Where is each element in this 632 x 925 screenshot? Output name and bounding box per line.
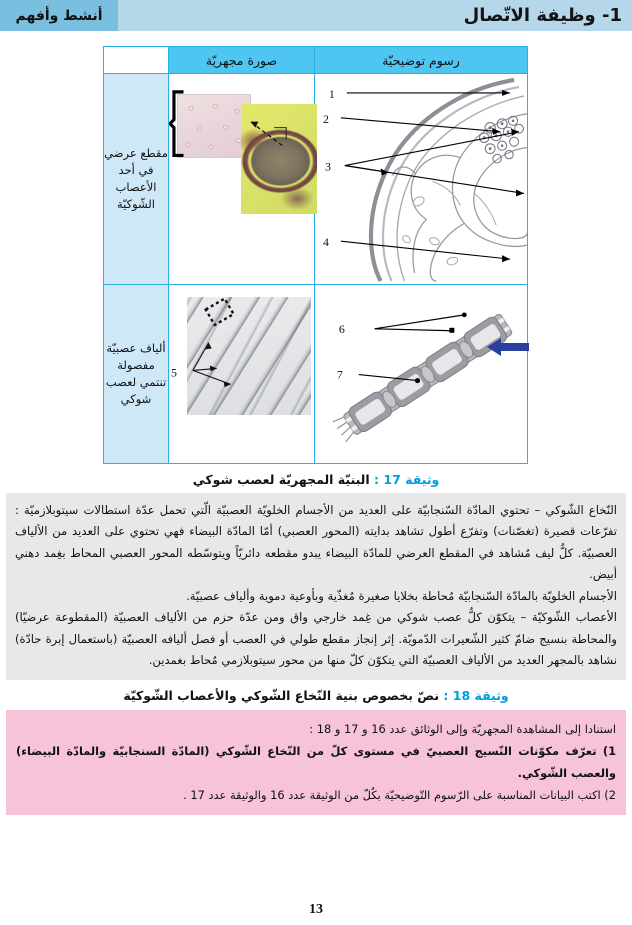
micrograph-nerve-fiber-cell [169,285,315,464]
caption-17-key: وثيقة 17 : [374,472,440,487]
row-label-line: تنتمي لعصب [105,375,167,389]
caption-figure-17 [0,472,632,487]
column-header-micrograph: صورة مجهريّة [169,47,315,74]
row-label-line: الأعصاب [115,180,157,194]
table-header-row [104,47,528,74]
text-paragraph-1: النّخاع الشّوكي – تحتوي المادّة السّنجابيّة على العديد من الأجسام الخلويّة العصبيّة الّتي تحمل عدّة استطالات سيتوبلازميّة : تفرّعات قصيرة (تغصّنات) وتفرّع أطول تشاهد بدايته (المحور العصبي) أمّا المادّة البيضاء فهي تحتوي على العديد من الألياف العصبيّة. كلُّ ليف مُشاهد في المقطع العرضي للمادّة البيضاء يبدو مقطعه دائريّاً ويتوسّطه المحور العصبي المحاط بغِمد دهني أبيض. [15,503,617,582]
callout-7: 7 [336,367,343,382]
drawing-nerve-fiber-cell [315,285,528,464]
document-18-textblock [6,493,626,680]
micrograph-fiber-annotations [169,285,314,462]
page-number: 13 [309,902,323,917]
table-row [104,74,528,285]
caption-17-text: البنيّة المجهريّة لعصب شوكي [192,472,370,487]
question-item-2: 2) اكتب البيانات المناسبة على الرّسوم التّوضيحيّة بكُلّ من الوثيقة عدد 16 والوثيقة عدد 17 . [183,788,616,803]
callout-5: 5 [171,365,177,380]
row-label-nerve-fibers [104,285,169,464]
figure-table [103,46,528,464]
caption-18-text: نصّ بخصوص بنية النّخاع الشّوكي والأعصاب الشّوكيّة [123,687,440,703]
question-item-1: 1) تعرّف مكوّنات النّسيج العصبيّ في مستوى كلّ من النّخاع الشّوكي (المادّة السنجابيّة والمادّة البيضاء) والعصب الشّوكي. [16,743,616,780]
callout-3: 3 [324,159,331,174]
text-paragraph-2: الأجسام الخلويّة بالمادّة السّنجابيّة مُحاطة بخلايا صغيرة مُغذّية وبأوعية دموية وألياف عصبيّة. [186,588,617,603]
row-label-line: الشّوكيّة [116,197,155,212]
page-header [0,0,632,31]
row-label-line: في أحد [118,162,154,177]
header-divider [0,31,632,35]
micrograph-annotations [169,74,314,283]
page-title: 1- وظيفة الاتّصال [463,5,622,26]
drawing-cross-section-cell [315,74,528,285]
column-header-drawings: رسوم توضيحيّة [315,47,528,74]
figure-17-wrapper [104,46,528,464]
table-row [104,285,528,464]
column-header-blank [104,47,169,74]
questions-box [6,710,626,816]
callout-6: 6 [338,321,345,336]
row-label-line: شوكي [120,392,152,407]
text-paragraph-3: الأعصاب الشّوكيّة – يتكوّن كلُّ عصب شوكي من غِمد خارجي واق ومن عدّة حزم من الألياف العصبيّة (المقطوعة عرضيّا) والمحاطة بنسيج ضامّ كثير الشّعيرات الدّمويّة. إثر إنجاز مقطع طولي في العصب أو فصل أليافه العصبيّة (باستعمال إبرة حادّة) نشاهد بالمجهر العديد من الألياف العصبيّة التي يتكوّن كلّ منها من محور سيتوبلازمي مُحاط بغمدين. [15,610,617,668]
caption-18-key: وثيقة 18 : [443,687,509,703]
row-label-line: مقطع عرضي [104,145,168,160]
micrograph-cross-section-cell [169,74,315,285]
blue-arrow-icon [485,337,529,357]
row-label-line: ألياف عصبيّة [106,340,166,355]
nerve-cross-section-drawing [315,74,527,283]
nerve-fiber-drawing [315,285,527,462]
callout-4: 4 [322,235,329,250]
row-label-line: مفصولة [117,357,155,372]
caption-figure-18 [0,688,632,703]
header-badge: أنشط وأفهم [0,0,118,31]
questions-intro: استنادا إلى المشاهدة المجهريّة وإلى الوثائق عدد 16 و 17 و 18 : [309,721,616,736]
callout-2: 2 [322,111,329,126]
row-label-cross-section [104,74,169,285]
callout-1: 1 [328,86,335,101]
